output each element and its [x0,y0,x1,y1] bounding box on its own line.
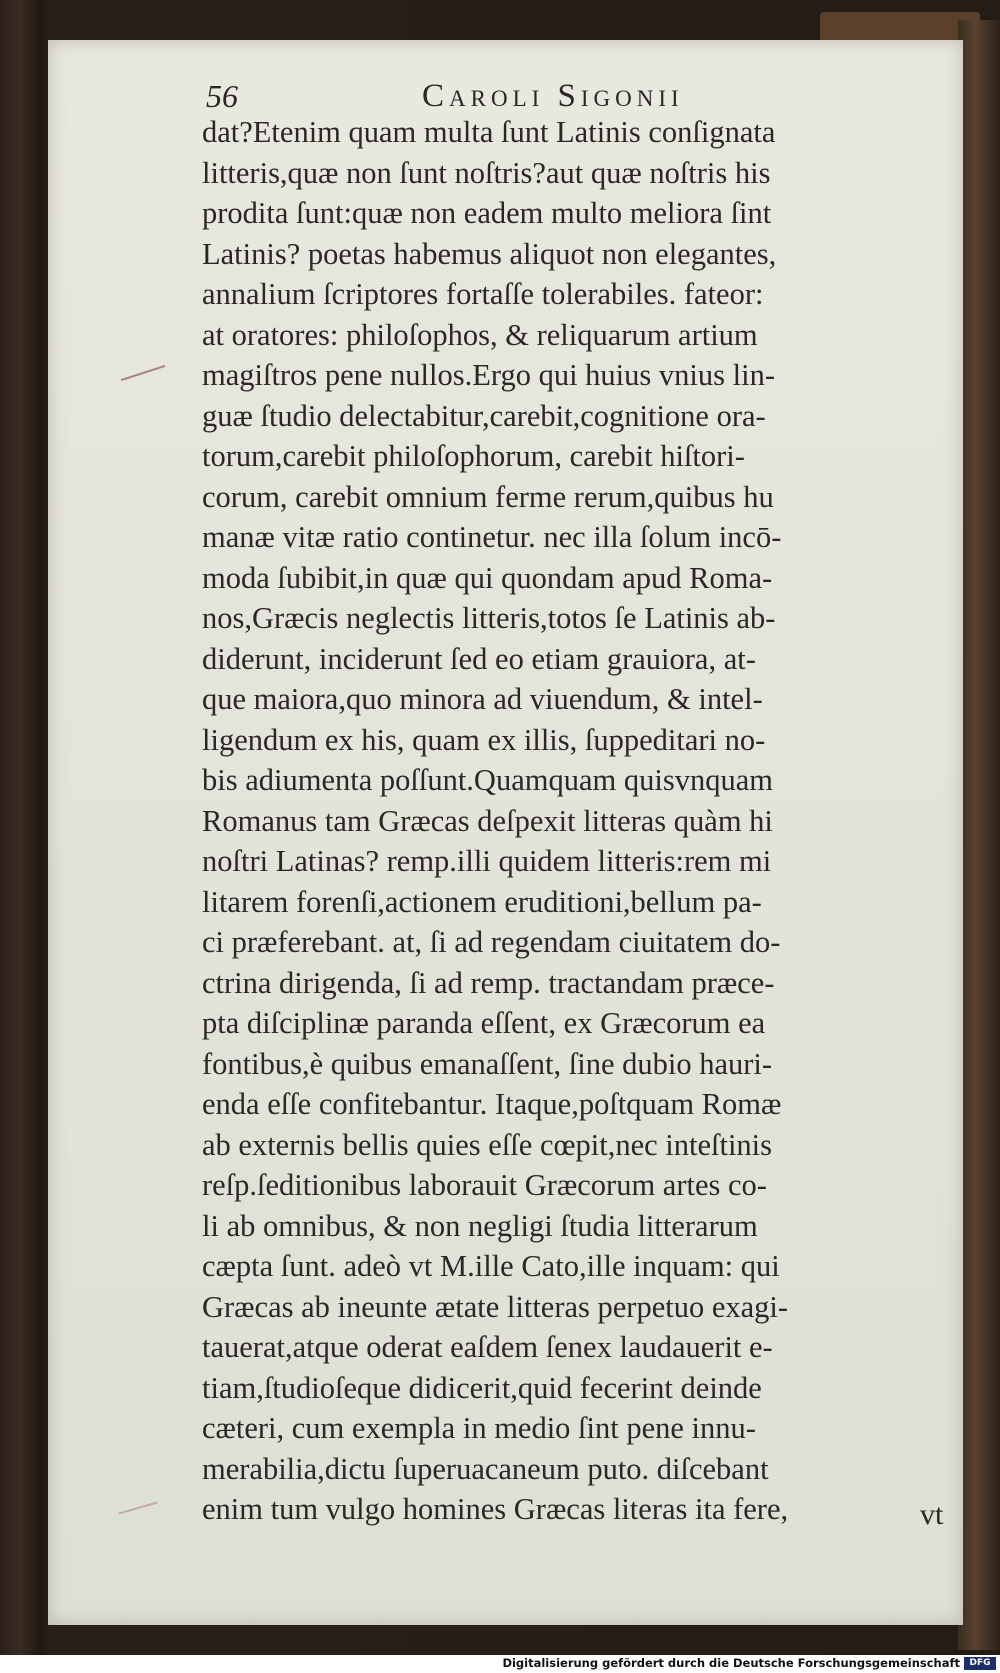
catchword: vt [920,1498,944,1531]
text-line: enim tum vulgo homines Græcas literas ita fere, [202,1492,789,1526]
text-line: manæ vitæ ratio continetur. nec illa ſolum incō- [202,520,782,554]
text-line: ci præferebant. at, ſi ad regendam ciuitatem do- [202,925,781,959]
text-line: litteris,quæ non ſunt noſtris?aut quæ noſtris his [202,155,771,190]
digitization-footer [0,1655,1000,1673]
text-line: dat?Etenim quam multa ſunt Latinis conſignata [202,115,776,149]
body-text [202,112,962,1530]
text-line: magiſtros pene nullos.Ergo qui huius vnius lin- [202,358,775,392]
text-line: cæteri, cum exempla in medio ſint pene innu- [202,1411,756,1445]
text-line: Romanus tam Græcas deſpexit litteras quàm hi [202,803,773,838]
text-line: tauerat,atque oderat eaſdem ſenex laudauerit e- [202,1330,773,1364]
text-line: corum, carebit omnium ferme rerum,quibus hu [202,479,774,514]
text-line: merabilia,dictu ſuperuacaneum puto. diſcebant [202,1451,769,1486]
funding-credit: Digitalisierung gefördert durch die Deutsche Forschungsgemeinschaft [502,1656,960,1670]
dfg-logo: DFG [964,1657,996,1670]
book-edge [958,20,1000,1650]
text-line: fontibus,è quibus emanaſſent, ſine dubio hauri- [202,1046,773,1081]
page-number: 56 [206,78,238,114]
text-line: Græcas ab ineunte ætate litteras perpetuo exagi- [202,1289,789,1324]
text-line: bis adiumenta poſſunt.Quamquam quisvnquam [202,763,773,797]
text-line: diderunt, inciderunt ſed eo etiam grauiora, at- [202,641,756,676]
text-line: moda ſubibit,in quæ qui quondam apud Roma- [202,560,773,595]
text-line: prodita ſunt:quæ non eadem multo meliora ſint [202,196,772,230]
text-line: ab externis bellis quies eſſe cœpit,nec inteſtinis [202,1127,773,1162]
text-line: Latinis? poetas habemus aliquot non elegantes, [202,236,777,271]
text-line: ligendum ex his, quam ex illis, ſuppeditari no- [202,722,766,757]
text-line: nos,Græcis neglectis litteris,totos ſe Latinis ab- [202,601,776,635]
running-head: Caroli Sigonii [422,78,684,114]
text-line: litarem forenſi,actionem eruditioni,bellum pa- [202,884,762,919]
text-line: reſp.ſeditionibus laborauit Græcorum artes co- [202,1168,767,1202]
text-line: tiam,ſtudioſeque didicerit,quid fecerint deinde [202,1370,762,1405]
text-line: cæpta ſunt. adeò vt M.ille Cato,ille inquam: qui [202,1249,780,1283]
text-line: enda eſſe confitebantur. Itaque,poſtquam Romæ [202,1087,782,1121]
text-line: torum,carebit philoſophorum, carebit hiſtori- [202,439,745,473]
text-line: li ab omnibus, & non negligi ſtudia litterarum [202,1208,758,1243]
text-line: noſtri Latinas? remp.illi quidem litteris:rem mi [202,844,772,878]
text-line: annalium ſcriptores fortaſſe tolerabiles. fateor: [202,277,764,311]
text-line: guæ ſtudio delectabitur,carebit,cognitione ora- [202,398,766,433]
text-line: ctrina dirigenda, ſi ad remp. tractandam præce- [202,965,775,1000]
text-line: at oratores: philoſophos, & reliquarum artium [202,317,758,352]
text-line: que maiora,quo minora ad viuendum, & intel- [202,682,763,716]
text-line: pta diſciplinæ paranda eſſent, ex Græcorum ea [202,1006,766,1040]
